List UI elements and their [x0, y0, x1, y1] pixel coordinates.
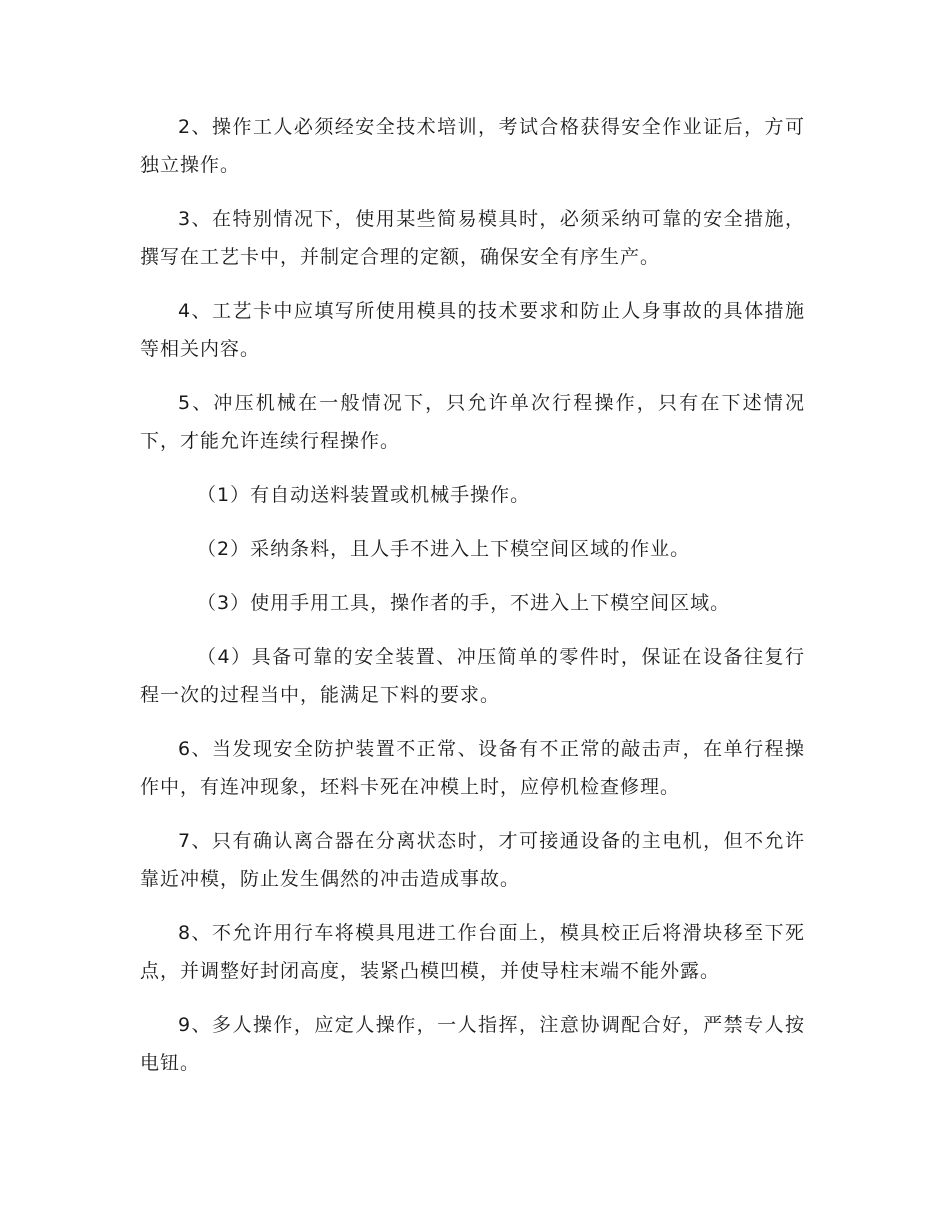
paragraph-item-7: 7、只有确认离合器在分离状态时，才可接通设备的主电机，但不允许靠近冲模，防止发生偶然的冲击造成事故。	[140, 830, 805, 890]
paragraph-item-9: 9、多人操作，应定人操作，一人指挥，注意协调配合好，严禁专人按电钮。	[140, 1014, 805, 1074]
paragraph-item-4: 4、工艺卡中应填写所使用模具的技术要求和防止人身事故的具体措施等相关内容。	[140, 300, 805, 360]
paragraph-subitem-2: （2）采纳条料，且人手不进入上下模空间区域的作业。	[197, 538, 691, 560]
document-body	[140, 108, 805, 1098]
paragraph-subitem-1: （1）有自动送料装置或机械手操作。	[197, 484, 531, 506]
paragraph-item-5: 5、冲压机械在一般情况下，只允许单次行程操作，只有在下述情况下，才能允许连续行程操作。	[140, 392, 805, 452]
paragraph-item-8: 8、不允许用行车将模具甩进工作台面上，模具校正后将滑块移至下死点，并调整好封闭高度，装紧凸模凹模，并使导柱末端不能外露。	[140, 922, 805, 982]
paragraph-item-3: 3、在特别情况下，使用某些简易模具时，必须采纳可靠的安全措施，撰写在工艺卡中，并制定合理的定额，确保安全有序生产。	[140, 208, 805, 268]
paragraph-item-2: 2、操作工人必须经安全技术培训，考试合格获得安全作业证后，方可独立操作。	[140, 116, 805, 176]
paragraph-subitem-4: （4）具备可靠的安全装置、冲压简单的零件时，保证在设备往复行程一次的过程当中，能满足下料的要求。	[140, 646, 805, 706]
paragraph-subitem-3: （3）使用手用工具，操作者的手，不进入上下模空间区域。	[197, 592, 731, 614]
paragraph-item-6: 6、当发现安全防护装置不正常、设备有不正常的敲击声，在单行程操作中，有连冲现象，坯料卡死在冲模上时，应停机检查修理。	[140, 738, 805, 798]
